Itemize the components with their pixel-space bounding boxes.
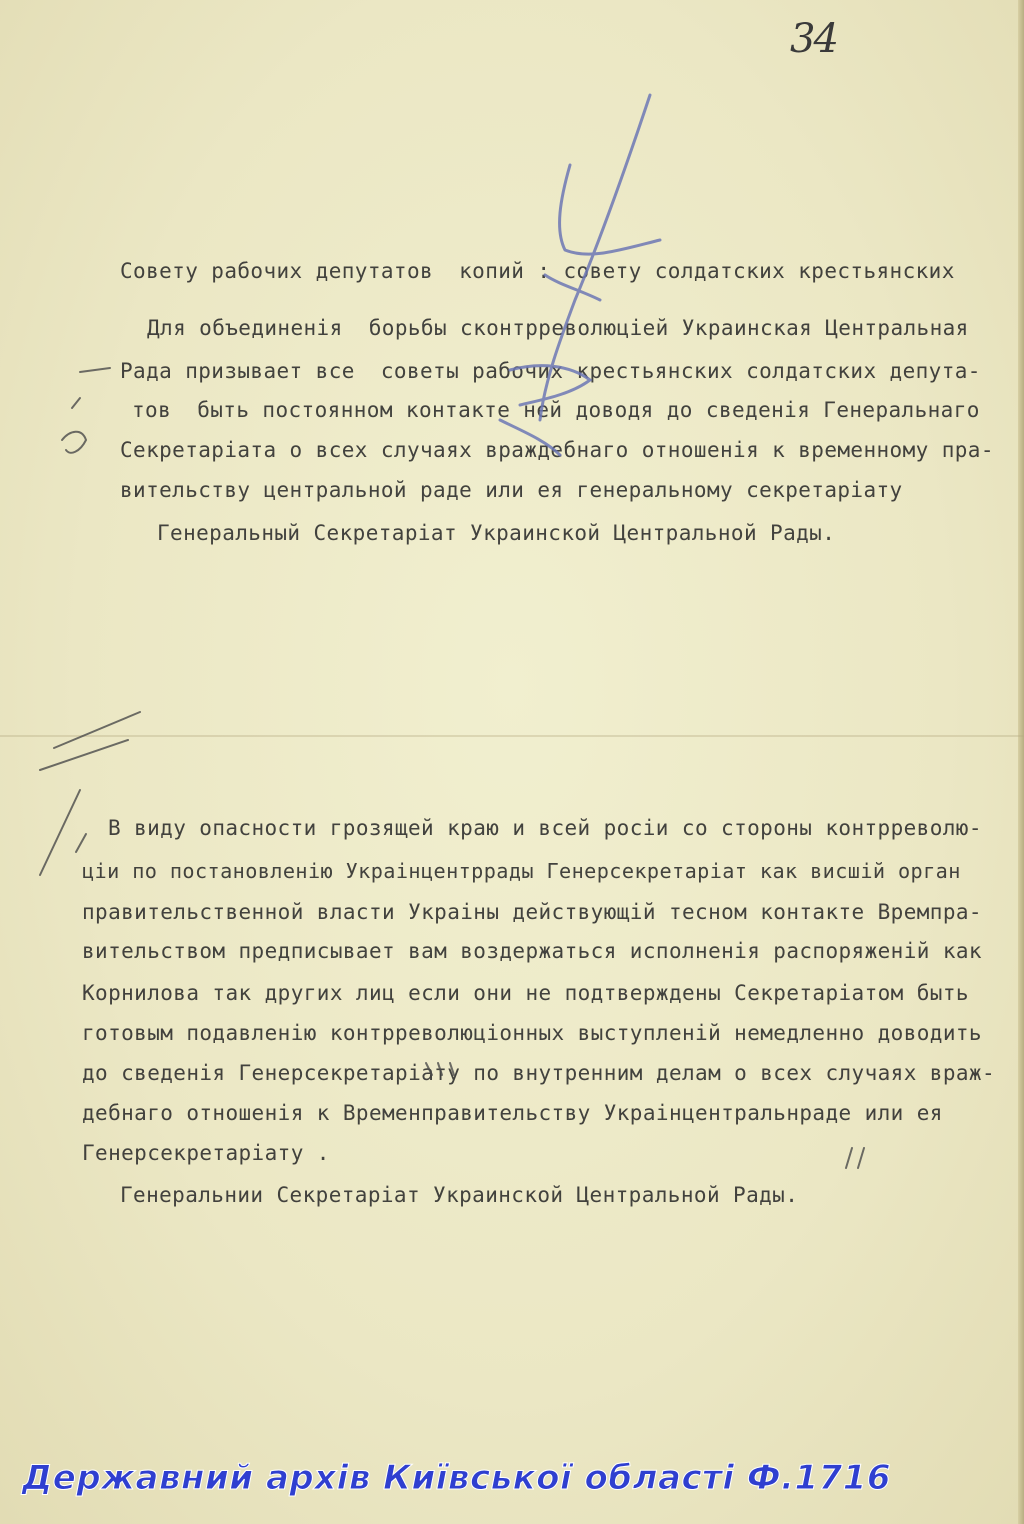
body-line: вительству центральной раде или ея генеральному секретаріату bbox=[120, 478, 903, 502]
margin-mark-icon bbox=[40, 790, 80, 875]
body-line: правительственной власти Украіны действующій тесном контакте Времпра- bbox=[82, 900, 982, 924]
body-line: В виду опасности грозящей краю и всей росіи со стороны контрреволю- bbox=[108, 816, 982, 840]
pencil-stroke-icon bbox=[560, 165, 660, 254]
body-line: дебнаго отношенія к Временправительству Украінцентральнраде или ея bbox=[82, 1101, 943, 1125]
body-line: Рада призывает все советы рабочих крестьянских солдатских депута- bbox=[120, 359, 981, 383]
body-line: Секретаріата о всех случаях враждебнаго отношенія к временному пра- bbox=[120, 438, 994, 462]
fold-crease bbox=[0, 735, 1024, 737]
signature-line: Генеральнии Секретаріат Украинской Центральной Рады. bbox=[120, 1183, 799, 1207]
body-line: готовым подавленію контрреволюціонных выступленій немедленно доводить bbox=[82, 1021, 982, 1045]
folio-number: 34 bbox=[790, 16, 837, 62]
margin-mark-icon bbox=[62, 432, 86, 453]
margin-mark-icon bbox=[846, 1148, 852, 1168]
body-line: тов быть постоянном контакте ней доводя до сведенія Генеральнаго bbox=[132, 398, 980, 422]
margin-mark-icon bbox=[858, 1148, 864, 1168]
body-line: ціи по постановленію Украінцентррады Генерсекретаріат как висшій орган bbox=[82, 859, 961, 883]
body-line: вительством предписывает вам воздержаться исполненія распоряженій как bbox=[82, 939, 982, 963]
margin-mark-icon bbox=[80, 368, 110, 372]
body-line: Генерсекретаріату . bbox=[82, 1141, 330, 1165]
margin-mark-icon bbox=[72, 398, 80, 408]
margin-mark-icon bbox=[76, 834, 86, 852]
body-line: Корнилова так других лиц если они не подтверждены Секретаріатом быть bbox=[82, 981, 969, 1005]
page-edge bbox=[1018, 0, 1024, 1524]
margin-mark-icon bbox=[40, 740, 128, 770]
body-line: до сведенія Генерсекретаріату по внутренним делам о всех случаях враж- bbox=[82, 1061, 996, 1085]
signature-line: Генеральный Секретаріат Украинской Центральной Рады. bbox=[157, 521, 836, 545]
body-line: Для объединенія борьбы сконтрреволюціей Украинская Центральная bbox=[147, 316, 969, 340]
archive-caption: Державний архів Київської області Ф.1716 bbox=[22, 1458, 892, 1498]
margin-mark-icon bbox=[54, 712, 140, 748]
address-line: Совету рабочих депутатов копий : совету солдатских крестьянских bbox=[120, 259, 955, 283]
